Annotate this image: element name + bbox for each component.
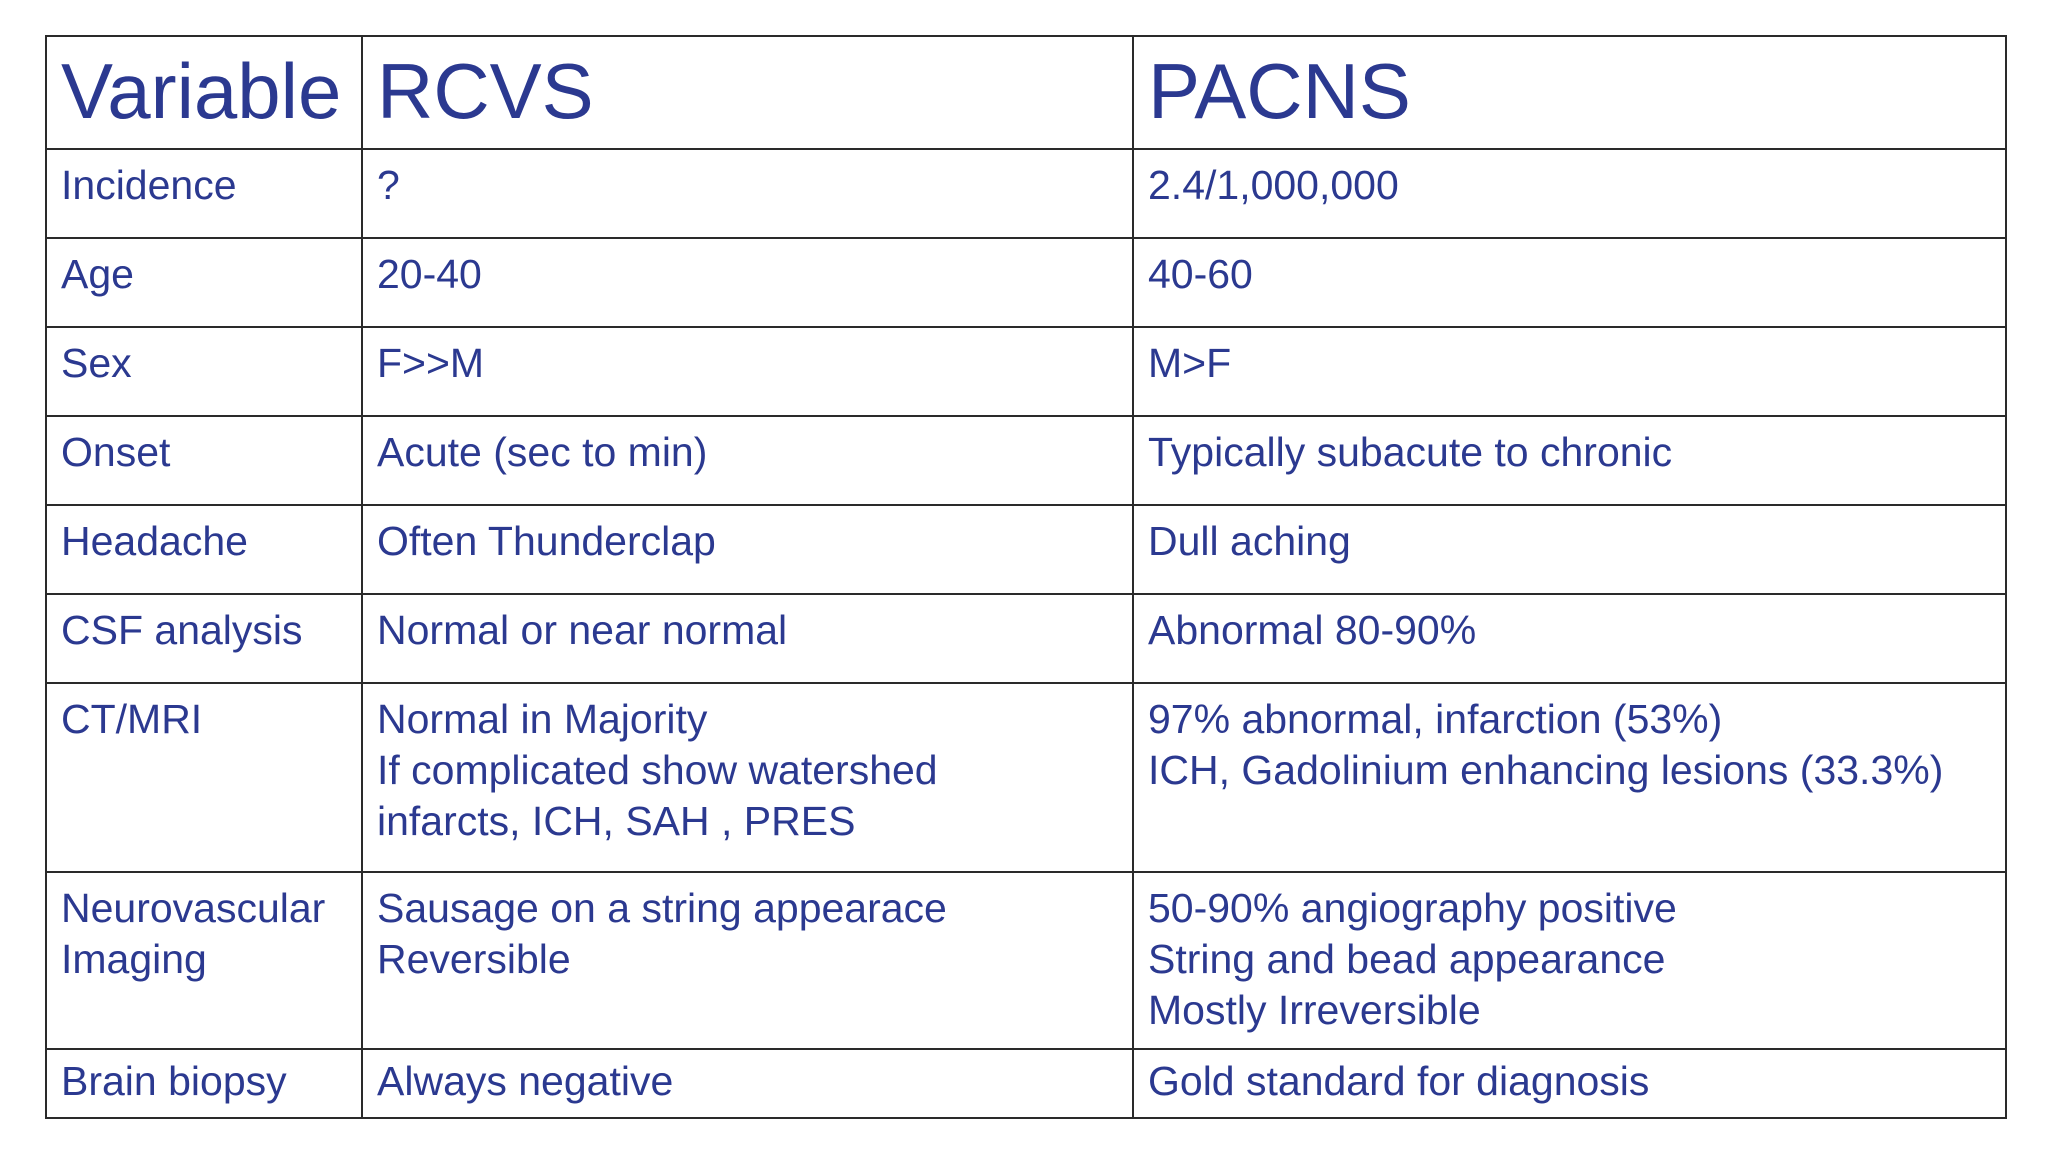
pacns-cell: 50-90% angiography positive String and bead appearance Mostly Irreversible (1133, 872, 2006, 1049)
variable-cell: CSF analysis (46, 594, 362, 683)
table-row (46, 327, 2006, 416)
pacns-cell: 40-60 (1133, 238, 2006, 327)
header-pacns: PACNS (1133, 36, 2006, 149)
rcvs-cell: ? (362, 149, 1133, 238)
table-row (46, 683, 2006, 872)
variable-cell: Neurovascular Imaging (46, 872, 362, 1049)
pacns-cell: Abnormal 80-90% (1133, 594, 2006, 683)
pacns-cell: M>F (1133, 327, 2006, 416)
variable-cell: Age (46, 238, 362, 327)
pacns-cell: 97% abnormal, infarction (53%) ICH, Gadolinium enhancing lesions (33.3%) (1133, 683, 2006, 872)
rcvs-cell: 20-40 (362, 238, 1133, 327)
table-row (46, 238, 2006, 327)
variable-cell: Sex (46, 327, 362, 416)
rcvs-cell: Normal or near normal (362, 594, 1133, 683)
table-row (46, 594, 2006, 683)
rcvs-cell: Acute (sec to min) (362, 416, 1133, 505)
variable-cell: Headache (46, 505, 362, 594)
table-row (46, 505, 2006, 594)
variable-cell: Incidence (46, 149, 362, 238)
rcvs-cell: Always negative (362, 1049, 1133, 1118)
pacns-cell: Typically subacute to chronic (1133, 416, 2006, 505)
pacns-cell: 2.4/1,000,000 (1133, 149, 2006, 238)
header-row (46, 36, 2006, 149)
table-row (46, 1049, 2006, 1118)
table-row (46, 872, 2006, 1049)
pacns-cell: Dull aching (1133, 505, 2006, 594)
rcvs-cell: Sausage on a string appearace Reversible (362, 872, 1133, 1049)
header-variable: Variable (46, 36, 362, 149)
pacns-cell: Gold standard for diagnosis (1133, 1049, 2006, 1118)
variable-cell: CT/MRI (46, 683, 362, 872)
variable-cell: Brain biopsy (46, 1049, 362, 1118)
rcvs-cell: Normal in Majority If complicated show watershed infarcts, ICH, SAH , PRES (362, 683, 1133, 872)
variable-cell: Onset (46, 416, 362, 505)
rcvs-cell: F>>M (362, 327, 1133, 416)
table-row (46, 149, 2006, 238)
table-row (46, 416, 2006, 505)
comparison-table (45, 35, 2007, 1119)
rcvs-cell: Often Thunderclap (362, 505, 1133, 594)
header-rcvs: RCVS (362, 36, 1133, 149)
